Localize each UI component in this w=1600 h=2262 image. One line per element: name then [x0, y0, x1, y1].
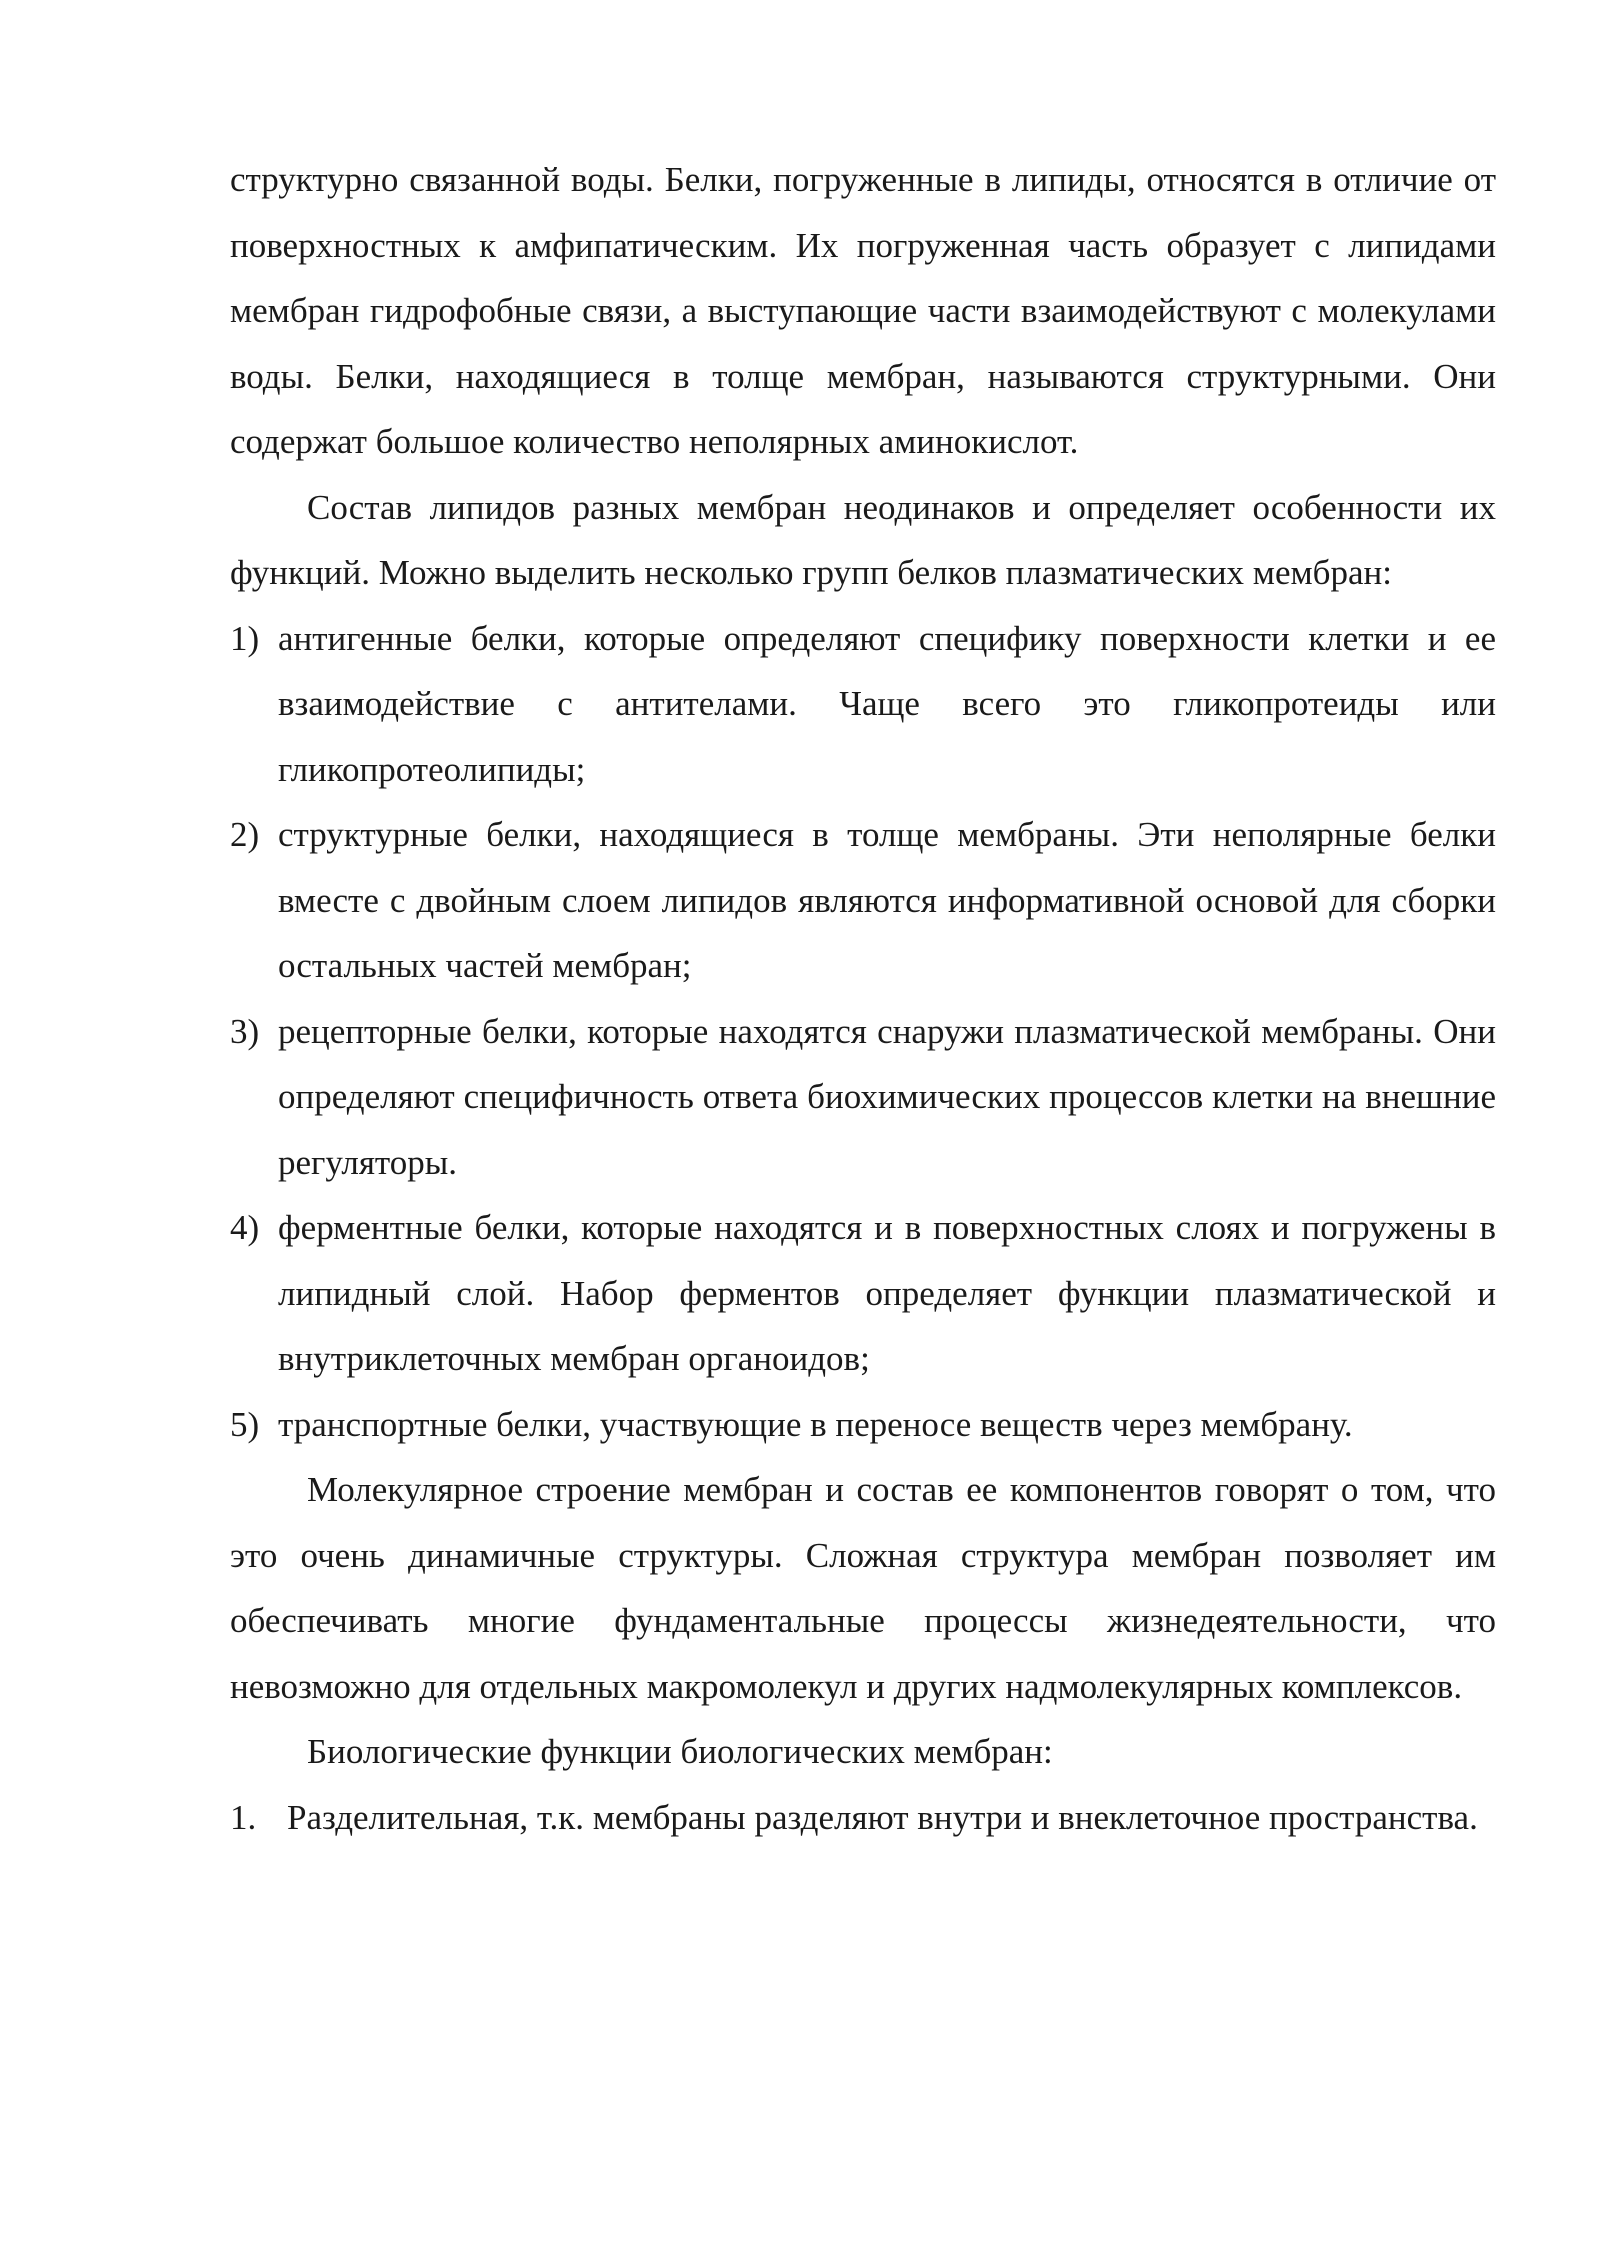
- list-item: [230, 802, 1496, 999]
- list-item-text: структурные белки, находящиеся в толще мембраны. Эти неполярные белки вместе с двойным слоем липидов являются информативной основой для сборки остальных частей мембран;: [278, 815, 1496, 985]
- list-item-number: 1): [230, 618, 260, 658]
- list-item-text: Разделительная, т.к. мембраны разделяют внутри и внеклеточное пространства.: [287, 1797, 1478, 1837]
- list-item-number: 3): [230, 1011, 260, 1051]
- protein-groups-list: [230, 606, 1496, 1458]
- paragraph-hydrophobic-proteins: структурно связанной воды. Белки, погруженные в липиды, относятся в отличие от поверхностных к амфипатическим. Их погруженная часть образует с липидами мембран гидрофобные связи, а выступающие части взаимодействуют с молекулами воды. Белки, находящиеся в толще мембран, называются структурными. Они содержат большое количество неполярных аминокислот.: [230, 160, 1496, 461]
- list-item-text: рецепторные белки, которые находятся снаружи плазматической мембраны. Они определяют специфичность ответа биохимических процессов клетки на внешние регуляторы.: [278, 1011, 1496, 1182]
- list-item: [230, 1785, 1496, 1851]
- list-item-text: ферментные белки, которые находятся и в поверхностных слоях и погружены в липидный слой. Набор ферментов определяет функции плазматической и внутриклеточных мембран органоидов;: [278, 1208, 1496, 1378]
- list-item-number: 1.: [230, 1797, 257, 1837]
- functions-list: [230, 1785, 1496, 1851]
- paragraph-molecular-structure: Молекулярное строение мембран и состав ее компонентов говорят о том, что это очень динамичные структуры. Сложная структура мембран позволяет им обеспечивать многие фундаментальные процессы жизнедеятельности, что невозможно для отдельных макромолекул и других надмолекулярных комплексов.: [230, 1470, 1496, 1706]
- document-page: [230, 147, 1496, 1850]
- list-item-text: антигенные белки, которые определяют специфику поверхности клетки и ее взаимодействие с антителами. Чаще всего это гликопротеиды или гликопротеолипиды;: [278, 618, 1496, 789]
- list-item-number: 2): [230, 815, 260, 854]
- paragraph-lipid-composition: Состав липидов разных мембран неодинаков и определяет особенности их функций. Можно выделить несколько групп белков плазматических мембран:: [230, 487, 1496, 592]
- list-item: [230, 1195, 1496, 1392]
- list-item-number: 5): [230, 1404, 260, 1444]
- list-item: [230, 999, 1496, 1196]
- paragraph-functions-heading: Биологические функции биологических мембран:: [307, 1732, 1053, 1771]
- list-item-text: транспортные белки, участвующие в переносе веществ через мембрану.: [278, 1404, 1353, 1444]
- list-item: [230, 1392, 1496, 1458]
- list-item: [230, 606, 1496, 803]
- list-item-number: 4): [230, 1208, 260, 1247]
